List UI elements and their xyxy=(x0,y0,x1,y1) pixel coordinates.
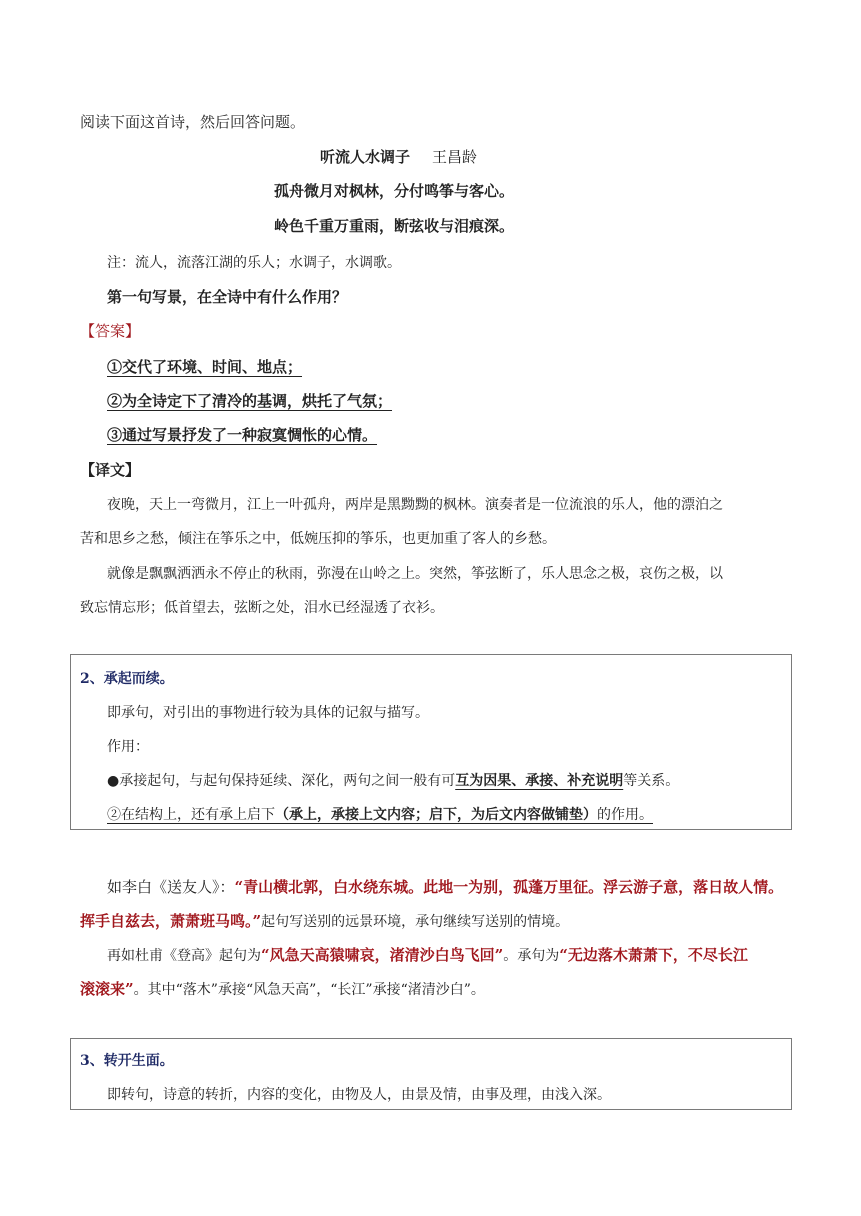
translation-p1-line2: 苦和思乡之愁，倾注在筝乐之中，低婉压抑的筝乐，也更加重了客人的乡愁。 xyxy=(80,531,556,547)
item-1-bold: 互为因果、承接、补充说明 xyxy=(455,773,624,789)
section-2-item-2 xyxy=(107,804,653,824)
poem-line-2: 岭色千重万重雨，断弦收与泪痕深。 xyxy=(274,217,515,235)
item-1-pre: ●承接起句，与起句保持延续、深化，两句之间一般有可 xyxy=(107,773,456,789)
example-2-quote-2-end: 滚滚来” xyxy=(80,980,134,998)
example-1-quote: “青山横北郭，白水绕东城。此地一为别，孤蓬万里征。浮云游子意，落日故人情。 xyxy=(234,878,784,896)
section-3-heading: 3、转开生面。 xyxy=(80,1053,174,1069)
example-line-4 xyxy=(80,978,485,999)
translation-label: 【译文】 xyxy=(80,461,141,479)
poem-author: 王昌龄 xyxy=(432,148,478,166)
section-2-function-label: 作用： xyxy=(107,739,149,755)
example-line-3 xyxy=(107,944,748,965)
example-2-mid: 。承句为 xyxy=(503,948,560,964)
item-2-bold: （承上，承接上文内容；启下，为后文内容做铺垫） xyxy=(275,807,597,823)
answer-label: 【答案】 xyxy=(80,322,141,340)
answer-item-1: ①交代了环境、时间、地点； xyxy=(107,358,303,376)
poem-title: 听流人水调子 xyxy=(320,148,411,166)
poem-line-1: 孤舟微月对枫林，分付鸣筝与客心。 xyxy=(274,182,515,200)
section-3-definition: 即转句，诗意的转折，内容的变化，由物及人，由景及情，由事及理，由浅入深。 xyxy=(107,1087,611,1103)
item-2-post: 的作用。 xyxy=(597,807,653,823)
item-1-post: 等关系。 xyxy=(623,773,680,789)
example-line-1 xyxy=(107,876,783,897)
question: 第一句写景，在全诗中有什么作用？ xyxy=(107,288,348,306)
example-1-quote-end: 挥手自兹去，萧萧班马鸣。” xyxy=(80,912,262,930)
example-2-intro: 再如杜甫《登高》起句为 xyxy=(107,948,261,964)
translation-p2-line1: 就像是飘飘洒洒永不停止的秋雨，弥漫在山岭之上。突然，筝弦断了，乐人思念之极，哀伤之极，以 xyxy=(107,566,723,582)
translation-p1-line1: 夜晚，天上一弯微月，江上一叶孤舟，两岸是黑黝黝的枫林。演奏者是一位流浪的乐人，他的漂泊之 xyxy=(107,497,723,513)
answer-item-2: ②为全诗定下了清冷的基调，烘托了气氛； xyxy=(107,392,393,410)
example-2-quote-1: “风急天高猿啸哀，渚清沙白鸟飞回” xyxy=(261,946,504,964)
example-1-comment: 起句写送别的远景环境，承句继续写送别的情境。 xyxy=(261,914,570,930)
section-2-item-1 xyxy=(107,770,679,790)
example-2-quote-2: “无边落木萧萧下，不尽长江 xyxy=(559,946,748,964)
answer-item-3: ③通过写景抒发了一种寂寞惆怅的心情。 xyxy=(107,426,378,444)
poem-note: 注：流人，流落江湖的乐人；水调子，水调歌。 xyxy=(107,255,401,271)
item-2-pre: ②在结构上，还有承上启下 xyxy=(107,807,275,823)
example-1-intro: 如李白《送友人》： xyxy=(107,878,235,896)
section-2-heading: 2、承起而续。 xyxy=(80,671,174,687)
intro-text: 阅读下面这首诗，然后回答问题。 xyxy=(80,113,306,131)
translation-p2-line2: 致忘情忘形；低首望去，弦断之处，泪水已经湿透了衣衫。 xyxy=(80,600,444,616)
example-line-2 xyxy=(80,910,569,931)
example-2-comment: 。其中“落木”承接“风急天高”，“长江”承接“渚清沙白”。 xyxy=(133,982,485,998)
section-2-definition: 即承句，对引出的事物进行较为具体的记叙与描写。 xyxy=(107,705,429,721)
